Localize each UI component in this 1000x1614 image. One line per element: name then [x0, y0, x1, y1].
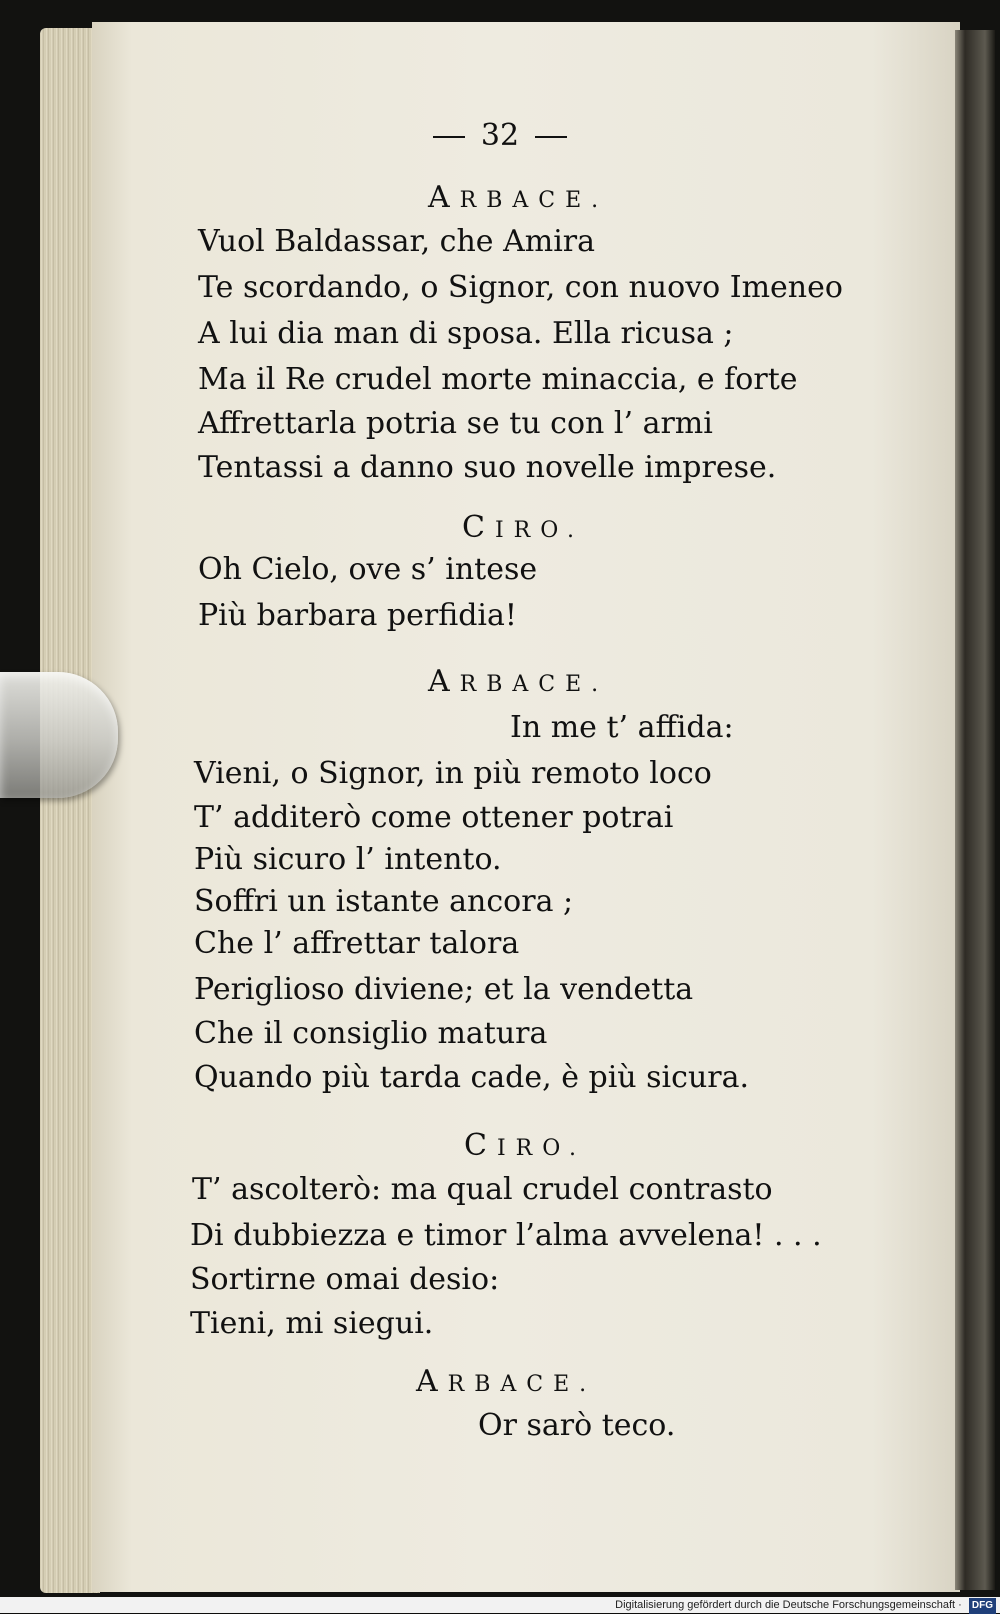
book-binding [955, 30, 995, 1590]
speaker-name: CIRO. [462, 510, 584, 545]
page-number-dash-right [535, 136, 567, 138]
verse-line: Che il consiglio matura [194, 1016, 548, 1051]
verse-line: Affrettarla potria se tu con l’ armi [198, 406, 713, 441]
credit-text: Digitalisierung gefördert durch die Deutsche Forschungsgemeinschaft [615, 1599, 956, 1611]
verse-line: Tieni, mi siegui. [190, 1306, 434, 1341]
glass-page-weight [0, 672, 118, 798]
verse-line: Te scordando, o Signor, con nuovo Imeneo [198, 270, 843, 305]
verse-line: In me t’ affida: [510, 710, 734, 745]
verse-line: Ma il Re crudel morte minaccia, e forte [198, 362, 798, 397]
verse-line: Periglioso diviene; et la vendetta [194, 972, 694, 1007]
verse-line: Sortirne omai desio: [190, 1262, 500, 1297]
verse-line: Soffri un istante ancora ; [194, 884, 574, 919]
verse-line: Di dubbiezza e timor l’alma avvelena! . . . [190, 1218, 822, 1253]
digitization-credit [0, 1597, 1000, 1613]
verse-line: A lui dia man di sposa. Ella ricusa ; [198, 316, 734, 351]
speaker-name: ARBACE. [428, 664, 609, 699]
verse-line: T’ ascolterò: ma qual crudel contrasto [192, 1172, 773, 1207]
dfg-logo: DFG [969, 1598, 996, 1614]
verse-line: T’ additerò come ottener potrai [194, 800, 674, 835]
verse-line: Tentassi a danno suo novelle imprese. [198, 450, 777, 485]
verse-line: Oh Cielo, ove s’ intese [198, 552, 538, 587]
page-number-dash-left [433, 136, 465, 138]
verse-line: Or sarò teco. [478, 1408, 676, 1443]
page-number-value: 32 [480, 118, 520, 153]
verse-line: Vieni, o Signor, in più remoto loco [194, 756, 712, 791]
verse-line: Che l’ affrettar talora [194, 926, 520, 961]
verse-line: Più barbara perfidia! [198, 598, 517, 633]
speaker-name: ARBACE. [416, 1364, 597, 1399]
page-edges [40, 28, 100, 1593]
verse-line: Quando più tarda cade, è più sicura. [194, 1060, 750, 1095]
credit-separator: · [955, 1599, 965, 1611]
speaker-name: CIRO. [464, 1128, 586, 1163]
speaker-name: ARBACE. [428, 180, 609, 215]
verse-line: Vuol Baldassar, che Amira [198, 224, 596, 259]
page-number [0, 118, 1000, 153]
verse-line: Più sicuro l’ intento. [194, 842, 502, 877]
